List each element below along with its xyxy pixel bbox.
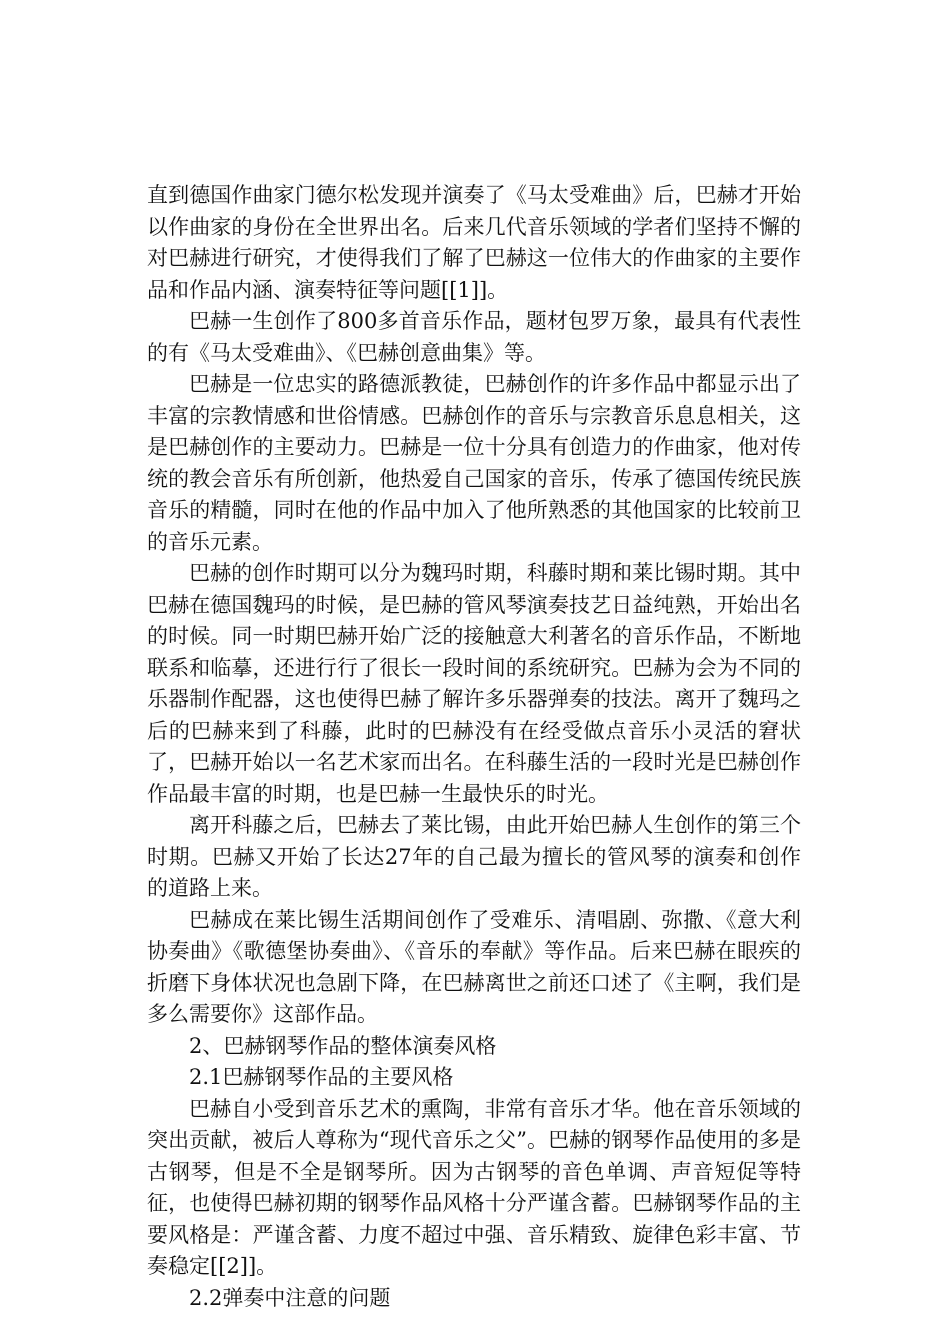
subsection-heading-2-1: 2.1巴赫钢琴作品的主要风格 [189, 1065, 454, 1089]
paragraph-leipzig-works: 巴赫成在莱比锡生活期间创作了受难乐、清唱剧、弥撒、《意大利协奏曲》《歌德堡协奏曲》、《音乐的奉献》等作品。后来巴赫在眼疾的折磨下身体状况也急剧下降，在巴赫离世之前还口述了《主啊，我们是多么需要你》这部作品。 [147, 907, 801, 1026]
paragraph-main-style: 巴赫自小受到音乐艺术的熏陶，非常有音乐才华。他在音乐领域的突出贡献，被后人尊称为“现代音乐之父”。巴赫的钢琴作品使用的多是古钢琴，但是不全是钢琴所。因为古钢琴的音色单调、声音短促等特征，也使得巴赫初期的钢琴作品风格十分严谨含蓄。巴赫钢琴作品的主要风格是：严谨含蓄、力度不超过中强、音乐精致、旋律色彩丰富、节奏稳定[[2]]。 [147, 1096, 801, 1278]
paragraph-leipzig-period: 离开科藤之后，巴赫去了莱比锡，由此开始巴赫人生创作的第三个时期。巴赫又开始了长达27年的自己最为擅长的管风琴的演奏和创作的道路上来。 [147, 813, 801, 900]
paragraph-works-count: 巴赫一生创作了800多首音乐作品，题材包罗万象，最具有代表性的有《马太受难曲》、《巴赫创意曲集》等。 [147, 309, 801, 365]
paragraph-creative-periods: 巴赫的创作时期可以分为魏玛时期，科藤时期和莱比锡时期。其中巴赫在德国魏玛的时候，是巴赫的管风琴演奏技艺日益纯熟，开始出名的时候。同一时期巴赫开始广泛的接触意大利著名的音乐作品，不断地联系和临摹，还进行行了很长一段时间的系统研究。巴赫为会为不同的乐器制作配器，这也使得巴赫了解许多乐器弹奏的技法。离开了魏玛之后的巴赫来到了科藤，此时的巴赫没有在经受做点音乐小灵活的窘状了，巴赫开始以一名艺术家而出名。在科藤生活的一段时光是巴赫创作作品最丰富的时期，也是巴赫一生最快乐的时光。 [147, 561, 801, 806]
paragraph-continuation: 直到德国作曲家门德尔松发现并演奏了《马太受难曲》后，巴赫才开始以作曲家的身份在全世界出名。后来几代音乐领域的学者们坚持不懈的对巴赫进行研究，才使得我们了解了巴赫这一位伟大的作曲家的主要作品和作品内涵、演奏特征等问题[[1]]。 [147, 183, 801, 302]
subsection-heading-2-2: 2.2弹奏中注意的问题 [189, 1285, 391, 1310]
document-body [147, 180, 801, 1314]
paragraph-religious-emotion: 巴赫是一位忠实的路德派教徒，巴赫创作的许多作品中都显示出了丰富的宗教情感和世俗情感。巴赫创作的音乐与宗教音乐息息相关，这是巴赫创作的主要动力。巴赫是一位十分具有创造力的作曲家，他对传统的教会音乐有所创新，他热爱自己国家的音乐，传承了德国传统民族音乐的精髓，同时在他的作品中加入了他所熟悉的其他国家的比较前卫的音乐元素。 [147, 372, 801, 554]
section-heading-2: 2、巴赫钢琴作品的整体演奏风格 [189, 1033, 497, 1058]
